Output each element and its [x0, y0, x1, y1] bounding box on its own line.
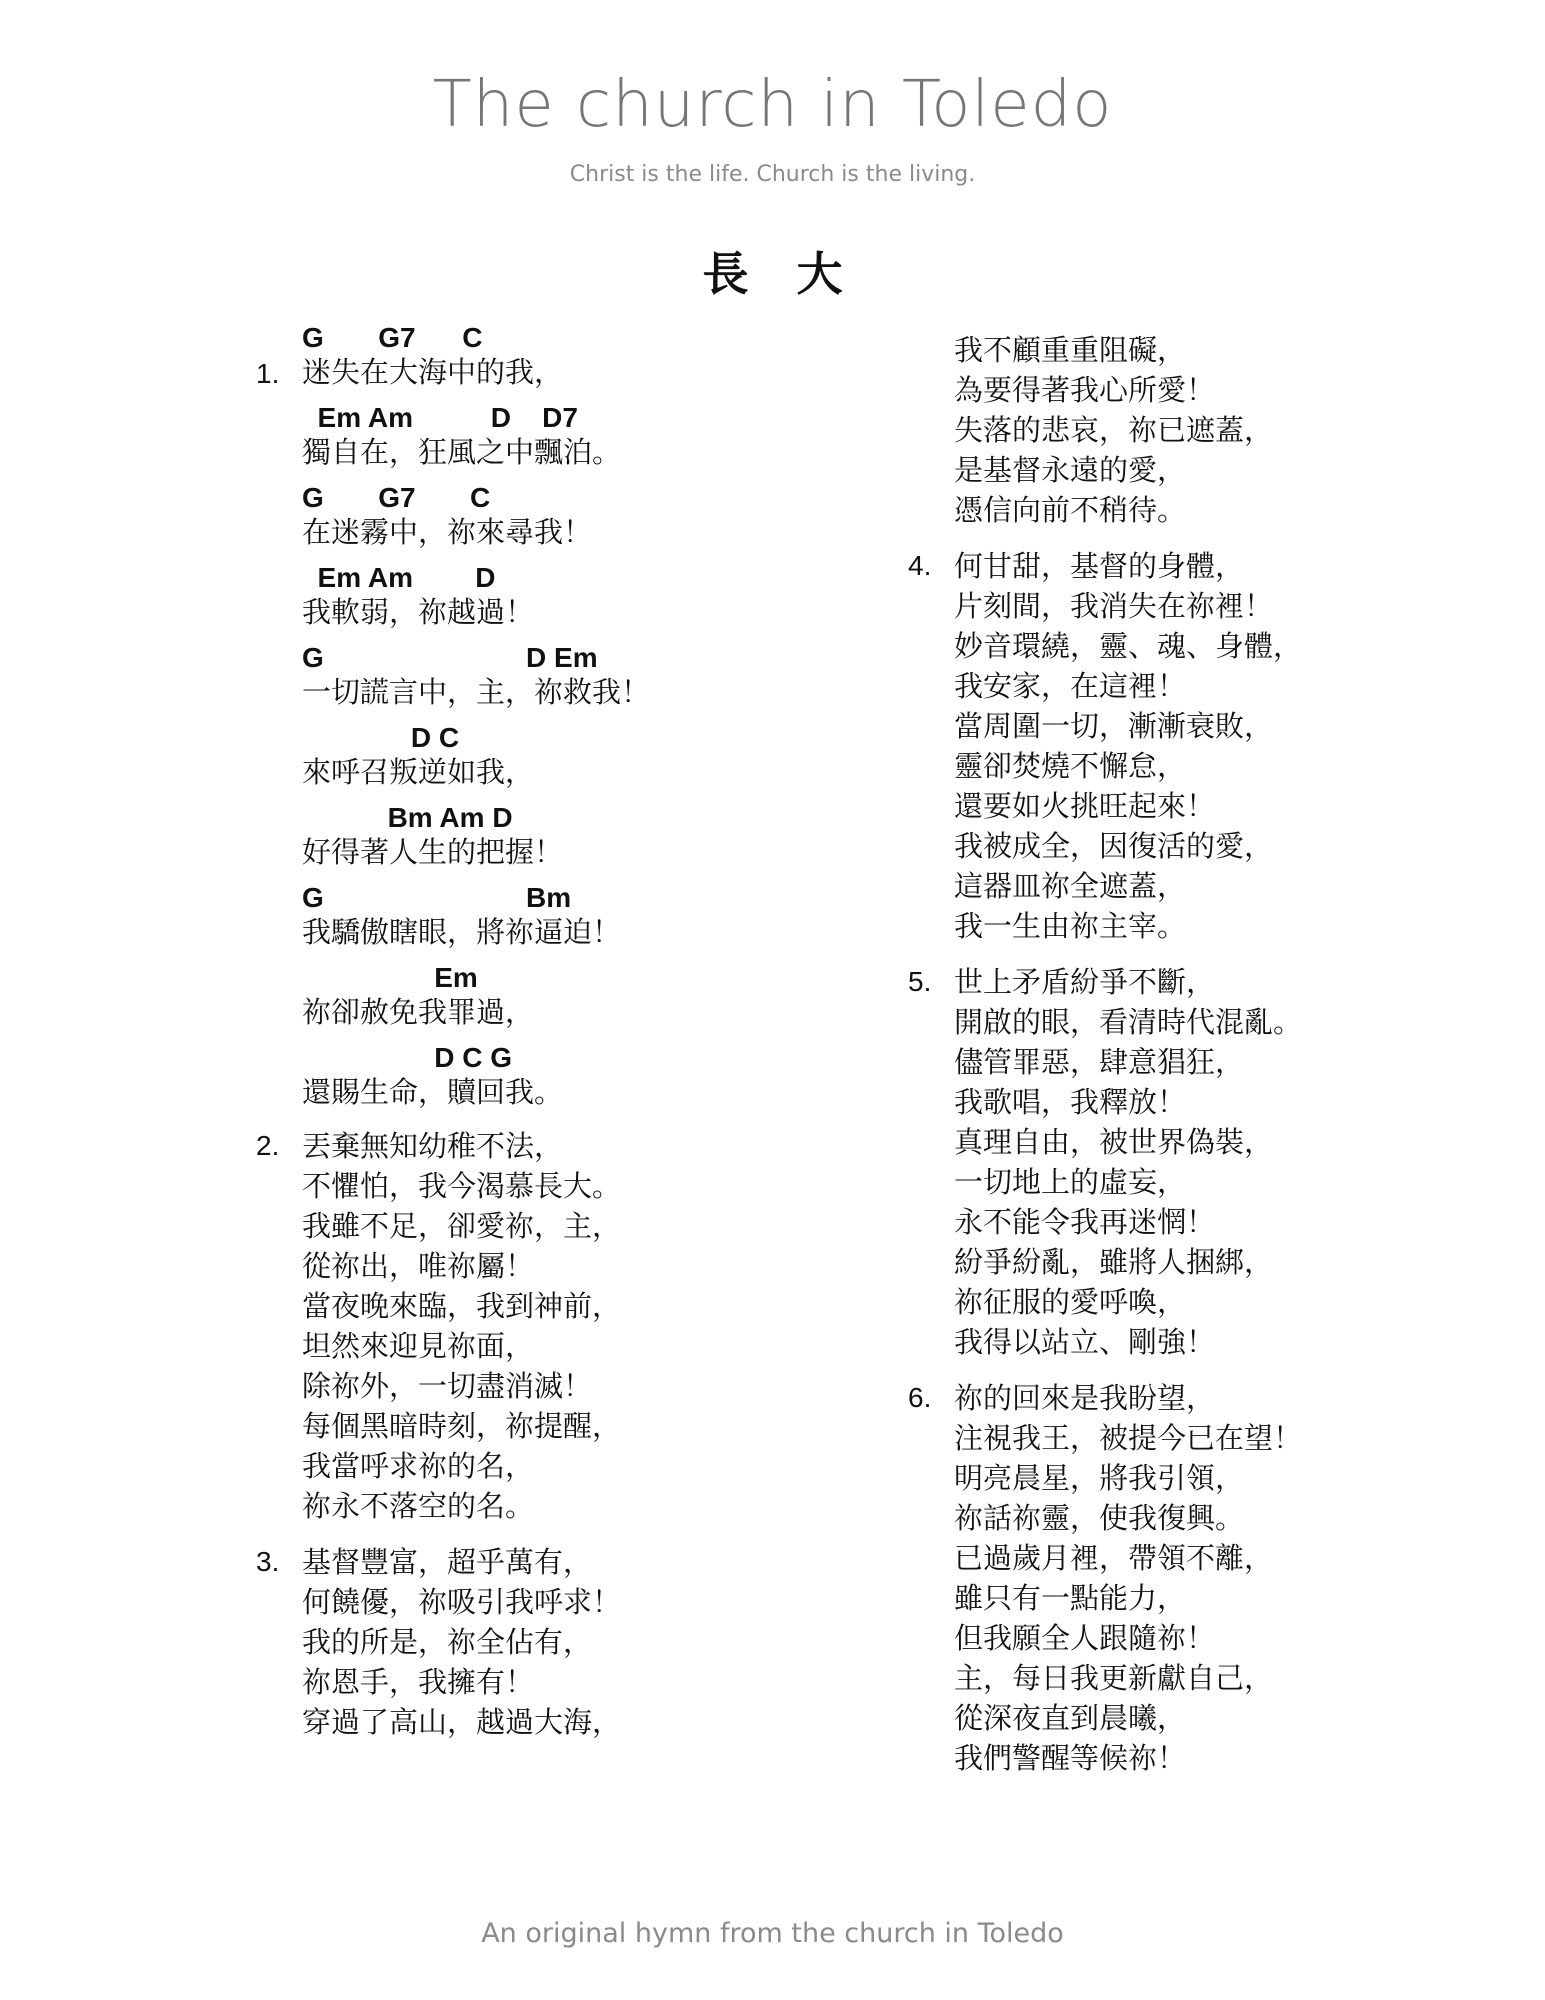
- chord-lyric-pair: [302, 402, 896, 470]
- lyric-line: 明亮晨星，將我引領，: [954, 1461, 1245, 1495]
- lyric-line: 我一生由祢主宰。: [954, 909, 1187, 943]
- lyric-line: 好得著人生的把握！: [302, 835, 564, 869]
- lyric-line: 何甘甜，基督的身體，: [954, 549, 1245, 583]
- lyric-line: 基督豐富，超乎萬有，: [302, 1545, 593, 1579]
- verse-3-continued: [908, 330, 1468, 530]
- footer-text: An original hymn from the church in Toledo: [481, 1918, 1064, 1949]
- lyric-line: 當夜晚來臨，我到神前，: [302, 1289, 622, 1323]
- page-title: The church in Toledo: [432, 68, 1113, 142]
- lyric-line: 不懼怕，我今渴慕長大。: [302, 1169, 622, 1203]
- chord-lyric-pair: [302, 322, 896, 390]
- lyric-line: 這器皿祢全遮蓋，: [954, 869, 1187, 903]
- lyric-line: 我驕傲瞎眼，將祢逼迫！: [302, 915, 622, 949]
- lyric-line: 但我願全人跟隨祢！: [954, 1621, 1216, 1655]
- lyric-line: 妙音環繞，靈、魂、身體，: [954, 629, 1303, 663]
- chord-line: Em Am D D7: [302, 402, 578, 433]
- chord-lyric-pair: [302, 1042, 896, 1110]
- lyric-line: 獨自在，狂風之中飄泊。: [302, 435, 622, 469]
- lyric-line: 祢永不落空的名。: [302, 1489, 535, 1523]
- verse-number: 5.: [908, 966, 932, 997]
- lyric-line: 迷失在大海中的我，: [302, 355, 564, 389]
- verse-number: 2.: [256, 1130, 280, 1161]
- verse-number: 4.: [908, 550, 932, 581]
- lyric-line: 紛爭紛亂，雖將人捆綁，: [954, 1245, 1274, 1279]
- page-subtitle: Christ is the life. Church is the living.: [569, 162, 976, 187]
- verse-2: [256, 1126, 896, 1526]
- verse-5: [908, 962, 1468, 1362]
- verse-1: [256, 322, 896, 1110]
- lyric-line: 一切地上的虛妄，: [954, 1165, 1187, 1199]
- lyric-line: 來呼召叛逆如我，: [302, 755, 535, 789]
- chord-lyric-pair: [302, 482, 896, 550]
- lyric-line: 已過歲月裡，帶領不離，: [954, 1541, 1274, 1575]
- lyric-line: 永不能令我再迷惘！: [954, 1205, 1216, 1239]
- lyric-line: 開啟的眼，看清時代混亂。: [954, 1005, 1303, 1039]
- right-column: [908, 330, 1468, 1778]
- lyric-line: 我不顧重重阻礙，: [954, 333, 1187, 367]
- chord-line: Bm Am D: [302, 802, 513, 833]
- lyric-line: 真理自由，被世界偽裝，: [954, 1125, 1274, 1159]
- left-column: [256, 322, 896, 1742]
- chord-lyric-pair: [302, 642, 896, 710]
- chord-line: G Bm: [302, 882, 572, 913]
- verse-number: 6.: [908, 1382, 932, 1413]
- lyric-line: 我安家，在這裡！: [954, 669, 1187, 703]
- chord-lyric-pair: [302, 802, 896, 870]
- lyric-line: 雖只有一點能力，: [954, 1581, 1187, 1615]
- lyric-line: 為要得著我心所愛！: [954, 373, 1216, 407]
- chord-lyric-pair: [302, 882, 896, 950]
- lyric-line: 一切謊言中，主，祢救我！: [302, 675, 651, 709]
- lyric-line: 穿過了高山，越過大海，: [302, 1705, 622, 1739]
- chord-lyric-pair: [302, 562, 896, 630]
- lyric-line: 當周圍一切，漸漸衰敗，: [954, 709, 1274, 743]
- chord-line: G G7 C: [302, 322, 483, 353]
- lyric-line: 我的所是，祢全佔有，: [302, 1625, 593, 1659]
- chord-line: G D Em: [302, 642, 598, 673]
- verse-number: 1.: [256, 358, 280, 389]
- lyric-line: 我被成全，因復活的愛，: [954, 829, 1274, 863]
- lyric-line: 祢話祢靈，使我復興。: [954, 1501, 1245, 1535]
- lyric-line: 祢征服的愛呼喚，: [954, 1285, 1187, 1319]
- lyric-line: 失落的悲哀，祢已遮蓋，: [954, 413, 1274, 447]
- lyric-line: 憑信向前不稍待。: [954, 493, 1187, 527]
- lyric-line: 我雖不足，卻愛祢，主，: [302, 1209, 622, 1243]
- lyric-line: 儘管罪惡，肆意猖狂，: [954, 1045, 1245, 1079]
- chord-line: Em Am D: [302, 562, 496, 593]
- lyric-line: 祢恩手，我擁有！: [302, 1665, 535, 1699]
- lyric-line: 祢卻赦免我罪過，: [302, 995, 535, 1029]
- chord-lyric-pair: [302, 722, 896, 790]
- lyric-line: 片刻間，我消失在祢裡！: [954, 589, 1274, 623]
- lyric-line: 每個黑暗時刻，祢提醒，: [302, 1409, 622, 1443]
- hymn-title: 長大: [702, 247, 891, 301]
- lyric-line: 何饒優，祢吸引我呼求！: [302, 1585, 622, 1619]
- verse-4: [908, 546, 1468, 946]
- lyric-line: 祢的回來是我盼望，: [954, 1381, 1216, 1415]
- lyric-line: 我歌唱，我釋放！: [954, 1085, 1187, 1119]
- lyric-line: 還要如火挑旺起來！: [954, 789, 1216, 823]
- lyric-line: 世上矛盾紛爭不斷，: [954, 965, 1216, 999]
- chord-line: G G7 C: [302, 482, 491, 513]
- verse-6: [908, 1378, 1468, 1778]
- chord-line: Em: [302, 962, 478, 993]
- lyric-line: 從深夜直到晨曦，: [954, 1701, 1187, 1735]
- verse-number: 3.: [256, 1546, 280, 1577]
- lyric-line: 我軟弱，祢越過！: [302, 595, 535, 629]
- verse-3: [256, 1542, 896, 1742]
- lyric-line: 坦然來迎見祢面，: [302, 1329, 535, 1363]
- lyric-line: 我當呼求祢的名，: [302, 1449, 535, 1483]
- lyric-line: 我得以站立、剛強！: [954, 1325, 1216, 1359]
- chord-line: D C G: [302, 1042, 513, 1073]
- lyric-line: 在迷霧中，祢來尋我！: [302, 515, 593, 549]
- lyric-line: 除祢外，一切盡消滅！: [302, 1369, 593, 1403]
- lyric-line: 丟棄無知幼稚不法，: [302, 1129, 564, 1163]
- lyric-line: 我們警醒等候祢！: [954, 1741, 1187, 1775]
- lyric-line: 是基督永遠的愛，: [954, 453, 1187, 487]
- lyric-line: 還賜生命，贖回我。: [302, 1075, 564, 1109]
- lyric-line: 主，每日我更新獻自己，: [954, 1661, 1274, 1695]
- chord-line: D C: [302, 722, 460, 753]
- lyric-line: 靈卻焚燒不懈怠，: [954, 749, 1187, 783]
- chord-lyric-pair: [302, 962, 896, 1030]
- lyric-line: 從祢出，唯祢屬！: [302, 1249, 535, 1283]
- lyric-line: 注視我王，被提今已在望！: [954, 1421, 1303, 1455]
